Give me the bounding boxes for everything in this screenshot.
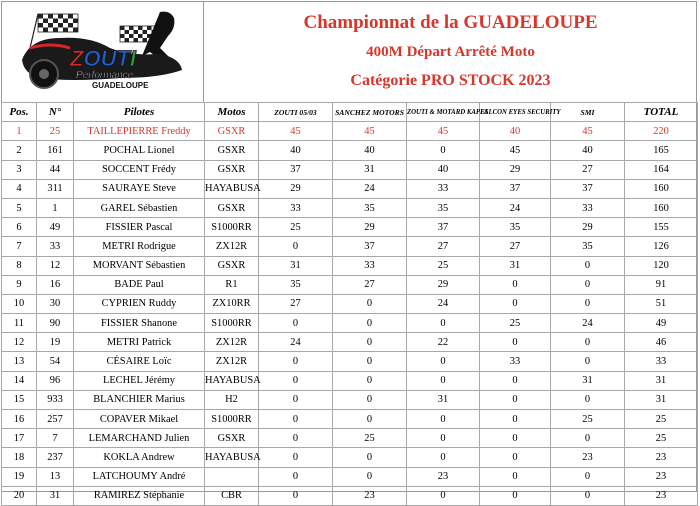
- falcon-eyes-security-points-cell: 0: [480, 275, 551, 294]
- smi-points-cell: 25: [551, 410, 625, 429]
- zouti-motard-kapes-points-cell: 37: [407, 218, 480, 237]
- total-points-cell: 49: [625, 314, 698, 333]
- moto-cell: HAYABUSA: [205, 448, 259, 467]
- zouti-0503-points-cell: 0: [259, 390, 333, 409]
- zouti-0503-points-cell: 45: [259, 122, 333, 141]
- column-header-number: N°: [37, 103, 74, 122]
- moto-cell: ZX12R: [205, 237, 259, 256]
- number-cell: 25: [37, 122, 74, 141]
- falcon-eyes-security-points-cell: 29: [480, 160, 551, 179]
- sanchez-motors-points-cell: 29: [333, 218, 407, 237]
- sanchez-motors-points-cell: 0: [333, 352, 407, 371]
- smi-points-cell: 27: [551, 160, 625, 179]
- pilot-name-cell: LECHEL Jérémy: [74, 371, 205, 390]
- total-points-cell: 164: [625, 160, 698, 179]
- smi-points-cell: 0: [551, 275, 625, 294]
- number-cell: 19: [37, 333, 74, 352]
- sanchez-motors-points-cell: 23: [333, 486, 407, 505]
- zouti-motard-kapes-points-cell: 0: [407, 429, 480, 448]
- number-cell: 257: [37, 410, 74, 429]
- total-points-cell: 23: [625, 486, 698, 505]
- number-cell: 16: [37, 275, 74, 294]
- position-cell: 19: [2, 467, 37, 486]
- smi-points-cell: 0: [551, 352, 625, 371]
- sanchez-motors-points-cell: 31: [333, 160, 407, 179]
- pilot-name-cell: CYPRIEN Ruddy: [74, 294, 205, 313]
- smi-points-cell: 35: [551, 237, 625, 256]
- moto-cell: HAYABUSA: [205, 371, 259, 390]
- table-header-row: [2, 103, 698, 122]
- total-points-cell: 155: [625, 218, 698, 237]
- moto-cell: R1: [205, 275, 259, 294]
- table-row: [2, 467, 698, 486]
- position-cell: 3: [2, 160, 37, 179]
- number-cell: 54: [37, 352, 74, 371]
- position-cell: 20: [2, 486, 37, 505]
- table-row: [2, 141, 698, 160]
- table-row: [2, 275, 698, 294]
- table-row: [2, 333, 698, 352]
- total-points-cell: 120: [625, 256, 698, 275]
- position-cell: 18: [2, 448, 37, 467]
- table-row: [2, 429, 698, 448]
- zouti-motard-kapes-points-cell: 0: [407, 448, 480, 467]
- zouti-0503-points-cell: 0: [259, 352, 333, 371]
- pilot-name-cell: BLANCHIER Marius: [74, 390, 205, 409]
- pilot-name-cell: FISSIER Shanone: [74, 314, 205, 333]
- pilot-name-cell: FISSIER Pascal: [74, 218, 205, 237]
- number-cell: 13: [37, 467, 74, 486]
- table-row: [2, 352, 698, 371]
- table-row: [2, 410, 698, 429]
- moto-cell: HAYABUSA: [205, 179, 259, 198]
- falcon-eyes-security-points-cell: 0: [480, 390, 551, 409]
- total-points-cell: 91: [625, 275, 698, 294]
- performance-text: Performance: [76, 70, 134, 81]
- pilot-name-cell: COPAVER Mikael: [74, 410, 205, 429]
- zouti-0503-points-cell: 0: [259, 410, 333, 429]
- total-points-cell: 23: [625, 467, 698, 486]
- zouti-motard-kapes-points-cell: 0: [407, 486, 480, 505]
- zouti-0503-points-cell: 0: [259, 448, 333, 467]
- smi-points-cell: 37: [551, 179, 625, 198]
- table-row: [2, 314, 698, 333]
- pilot-name-cell: BADE Paul: [74, 275, 205, 294]
- number-cell: 31: [37, 486, 74, 505]
- falcon-eyes-security-points-cell: 0: [480, 410, 551, 429]
- standings-body: [2, 122, 698, 506]
- total-points-cell: 31: [625, 390, 698, 409]
- total-points-cell: 160: [625, 179, 698, 198]
- falcon-eyes-security-points-cell: 35: [480, 218, 551, 237]
- smi-points-cell: 45: [551, 122, 625, 141]
- pilot-name-cell: METRI Rodrigue: [74, 237, 205, 256]
- falcon-eyes-security-points-cell: 0: [480, 486, 551, 505]
- pilot-name-cell: SOCCENT Frédy: [74, 160, 205, 179]
- position-cell: 4: [2, 179, 37, 198]
- total-points-cell: 46: [625, 333, 698, 352]
- pilot-name-cell: CÉSAIRE Loïc: [74, 352, 205, 371]
- table-row: [2, 371, 698, 390]
- table-row: [2, 122, 698, 141]
- zouti-0503-points-cell: 24: [259, 333, 333, 352]
- number-cell: 33: [37, 237, 74, 256]
- sanchez-motors-points-cell: 37: [333, 237, 407, 256]
- category-title: Catégorie PRO STOCK 2023: [350, 72, 551, 89]
- position-cell: 6: [2, 218, 37, 237]
- position-cell: 12: [2, 333, 37, 352]
- column-header-motos: Motos: [205, 103, 259, 122]
- total-points-cell: 31: [625, 371, 698, 390]
- standings-table: [1, 102, 698, 506]
- moto-cell: GSXR: [205, 160, 259, 179]
- sanchez-motors-points-cell: 0: [333, 467, 407, 486]
- zouti-0503-points-cell: 0: [259, 467, 333, 486]
- event-title: 400M Départ Arrêté Moto: [366, 44, 535, 60]
- smi-points-cell: 0: [551, 333, 625, 352]
- number-cell: 1: [37, 198, 74, 217]
- zouti-motard-kapes-points-cell: 24: [407, 294, 480, 313]
- smi-points-cell: 40: [551, 141, 625, 160]
- total-points-cell: 160: [625, 198, 698, 217]
- falcon-eyes-security-points-cell: 24: [480, 198, 551, 217]
- smi-points-cell: 0: [551, 294, 625, 313]
- zouti-motard-kapes-points-cell: 35: [407, 198, 480, 217]
- table-row: [2, 160, 698, 179]
- smi-points-cell: 0: [551, 467, 625, 486]
- sanchez-motors-points-cell: 24: [333, 179, 407, 198]
- falcon-eyes-security-points-cell: 0: [480, 294, 551, 313]
- column-header-smi: SMI: [551, 103, 625, 122]
- zouti-motard-kapes-points-cell: 22: [407, 333, 480, 352]
- moto-cell: S1000RR: [205, 314, 259, 333]
- zouti-0503-points-cell: 25: [259, 218, 333, 237]
- pilot-name-cell: KOKLA Andrew: [74, 448, 205, 467]
- table-row: [2, 218, 698, 237]
- total-points-cell: 220: [625, 122, 698, 141]
- position-cell: 16: [2, 410, 37, 429]
- falcon-eyes-security-points-cell: 31: [480, 256, 551, 275]
- total-points-cell: 51: [625, 294, 698, 313]
- total-points-cell: 165: [625, 141, 698, 160]
- number-cell: 30: [37, 294, 74, 313]
- falcon-eyes-security-points-cell: 40: [480, 122, 551, 141]
- pilot-name-cell: LATCHOUMY André: [74, 467, 205, 486]
- pilot-name-cell: METRI Patrick: [74, 333, 205, 352]
- position-cell: 17: [2, 429, 37, 448]
- moto-cell: ZX10RR: [205, 294, 259, 313]
- sanchez-motors-points-cell: 33: [333, 256, 407, 275]
- sanchez-motors-points-cell: 0: [333, 410, 407, 429]
- moto-cell: GSXR: [205, 141, 259, 160]
- sanchez-motors-points-cell: 0: [333, 294, 407, 313]
- table-row: [2, 448, 698, 467]
- moto-cell: GSXR: [205, 122, 259, 141]
- zouti-motard-kapes-points-cell: 0: [407, 371, 480, 390]
- column-header-zouti-motard-kapes: ZOUTI & MOTARD KAPES: [407, 103, 480, 122]
- pilot-name-cell: POCHAL Lionel: [74, 141, 205, 160]
- smi-points-cell: 0: [551, 429, 625, 448]
- table-row: [2, 294, 698, 313]
- position-cell: 5: [2, 198, 37, 217]
- sanchez-motors-points-cell: 35: [333, 198, 407, 217]
- zouti-performance-logo: [10, 8, 200, 96]
- zouti-motard-kapes-points-cell: 45: [407, 122, 480, 141]
- zouti-motard-kapes-points-cell: 27: [407, 237, 480, 256]
- sanchez-motors-points-cell: 40: [333, 141, 407, 160]
- falcon-eyes-security-points-cell: 0: [480, 333, 551, 352]
- moto-cell: GSXR: [205, 256, 259, 275]
- position-cell: 1: [2, 122, 37, 141]
- sanchez-motors-points-cell: 0: [333, 448, 407, 467]
- moto-cell: [205, 467, 259, 486]
- zouti-motard-kapes-points-cell: 31: [407, 390, 480, 409]
- sanchez-motors-points-cell: 0: [333, 314, 407, 333]
- position-cell: 15: [2, 390, 37, 409]
- position-cell: 10: [2, 294, 37, 313]
- falcon-eyes-security-points-cell: 0: [480, 448, 551, 467]
- sanchez-motors-points-cell: 45: [333, 122, 407, 141]
- zouti-0503-points-cell: 37: [259, 160, 333, 179]
- number-cell: 96: [37, 371, 74, 390]
- moto-cell: H2: [205, 390, 259, 409]
- moto-cell: GSXR: [205, 429, 259, 448]
- zouti-motard-kapes-points-cell: 0: [407, 410, 480, 429]
- column-header-sanchez-motors: SANCHEZ MOTORS: [333, 103, 407, 122]
- moto-cell: ZX12R: [205, 352, 259, 371]
- position-cell: 2: [2, 141, 37, 160]
- sanchez-motors-points-cell: 0: [333, 390, 407, 409]
- zouti-motard-kapes-points-cell: 0: [407, 141, 480, 160]
- zouti-motard-kapes-points-cell: 29: [407, 275, 480, 294]
- smi-points-cell: 0: [551, 486, 625, 505]
- column-header-total: TOTAL: [625, 103, 698, 122]
- pilot-name-cell: SAURAYE Steve: [74, 179, 205, 198]
- zouti-0503-points-cell: 0: [259, 486, 333, 505]
- smi-points-cell: 29: [551, 218, 625, 237]
- zouti-0503-points-cell: 27: [259, 294, 333, 313]
- table-row: [2, 256, 698, 275]
- position-cell: 14: [2, 371, 37, 390]
- zouti-0503-points-cell: 0: [259, 237, 333, 256]
- position-cell: 9: [2, 275, 37, 294]
- pilot-name-cell: MORVANT Sébastien: [74, 256, 205, 275]
- total-points-cell: 126: [625, 237, 698, 256]
- smi-points-cell: 31: [551, 371, 625, 390]
- number-cell: 311: [37, 179, 74, 198]
- moto-cell: CBR: [205, 486, 259, 505]
- total-points-cell: 25: [625, 429, 698, 448]
- table-row: [2, 237, 698, 256]
- guadeloupe-text: GUADELOUPE: [92, 81, 149, 90]
- zouti-0503-points-cell: 0: [259, 371, 333, 390]
- falcon-eyes-security-points-cell: 33: [480, 352, 551, 371]
- number-cell: 49: [37, 218, 74, 237]
- number-cell: 7: [37, 429, 74, 448]
- zouti-0503-points-cell: 29: [259, 179, 333, 198]
- falcon-eyes-security-points-cell: 0: [480, 467, 551, 486]
- moto-cell: S1000RR: [205, 410, 259, 429]
- position-cell: 7: [2, 237, 37, 256]
- number-cell: 90: [37, 314, 74, 333]
- falcon-eyes-security-points-cell: 0: [480, 429, 551, 448]
- zouti-motard-kapes-points-cell: 25: [407, 256, 480, 275]
- zouti-motard-kapes-points-cell: 0: [407, 314, 480, 333]
- total-points-cell: 23: [625, 448, 698, 467]
- number-cell: 161: [37, 141, 74, 160]
- number-cell: 12: [37, 256, 74, 275]
- column-header-pilotes: Pilotes: [74, 103, 205, 122]
- moto-cell: GSXR: [205, 198, 259, 217]
- column-header-pos: Pos.: [2, 103, 37, 122]
- smi-points-cell: 0: [551, 256, 625, 275]
- sanchez-motors-points-cell: 0: [333, 333, 407, 352]
- column-header-zouti-0503: ZOUTI 05/03: [259, 103, 333, 122]
- sanchez-motors-points-cell: 0: [333, 371, 407, 390]
- svg-text:ZOUTI: ZOUTI: [70, 46, 137, 71]
- position-cell: 11: [2, 314, 37, 333]
- zouti-0503-points-cell: 31: [259, 256, 333, 275]
- pilot-name-cell: RAMIREZ Stéphanie: [74, 486, 205, 505]
- table-row: [2, 390, 698, 409]
- zouti-0503-points-cell: 40: [259, 141, 333, 160]
- falcon-eyes-security-points-cell: 0: [480, 371, 551, 390]
- falcon-eyes-security-points-cell: 27: [480, 237, 551, 256]
- zouti-motard-kapes-points-cell: 40: [407, 160, 480, 179]
- number-cell: 44: [37, 160, 74, 179]
- zouti-0503-points-cell: 0: [259, 314, 333, 333]
- zouti-0503-points-cell: 0: [259, 429, 333, 448]
- zouti-motard-kapes-points-cell: 23: [407, 467, 480, 486]
- smi-points-cell: 24: [551, 314, 625, 333]
- sanchez-motors-points-cell: 25: [333, 429, 407, 448]
- moto-cell: S1000RR: [205, 218, 259, 237]
- zouti-motard-kapes-points-cell: 33: [407, 179, 480, 198]
- total-points-cell: 33: [625, 352, 698, 371]
- falcon-eyes-security-points-cell: 25: [480, 314, 551, 333]
- table-row: [2, 198, 698, 217]
- position-cell: 13: [2, 352, 37, 371]
- smi-points-cell: 33: [551, 198, 625, 217]
- moto-cell: ZX12R: [205, 333, 259, 352]
- column-header-falcon-eyes-security: FALCON EYES SECURITY: [480, 103, 551, 122]
- smi-points-cell: 23: [551, 448, 625, 467]
- zouti-motard-kapes-points-cell: 0: [407, 352, 480, 371]
- zouti-0503-points-cell: 35: [259, 275, 333, 294]
- number-cell: 237: [37, 448, 74, 467]
- number-cell: 933: [37, 390, 74, 409]
- total-points-cell: 25: [625, 410, 698, 429]
- table-row: [2, 179, 698, 198]
- pilot-name-cell: TAILLEPIERRE Freddy: [74, 122, 205, 141]
- falcon-eyes-security-points-cell: 45: [480, 141, 551, 160]
- pilot-name-cell: LEMARCHAND Julien: [74, 429, 205, 448]
- falcon-eyes-security-points-cell: 37: [480, 179, 551, 198]
- smi-points-cell: 0: [551, 390, 625, 409]
- position-cell: 8: [2, 256, 37, 275]
- zouti-0503-points-cell: 33: [259, 198, 333, 217]
- sanchez-motors-points-cell: 27: [333, 275, 407, 294]
- pilot-name-cell: GAREL Sébastien: [74, 198, 205, 217]
- championship-title: Championnat de la GUADELOUPE: [303, 12, 598, 33]
- table-row: [2, 486, 698, 505]
